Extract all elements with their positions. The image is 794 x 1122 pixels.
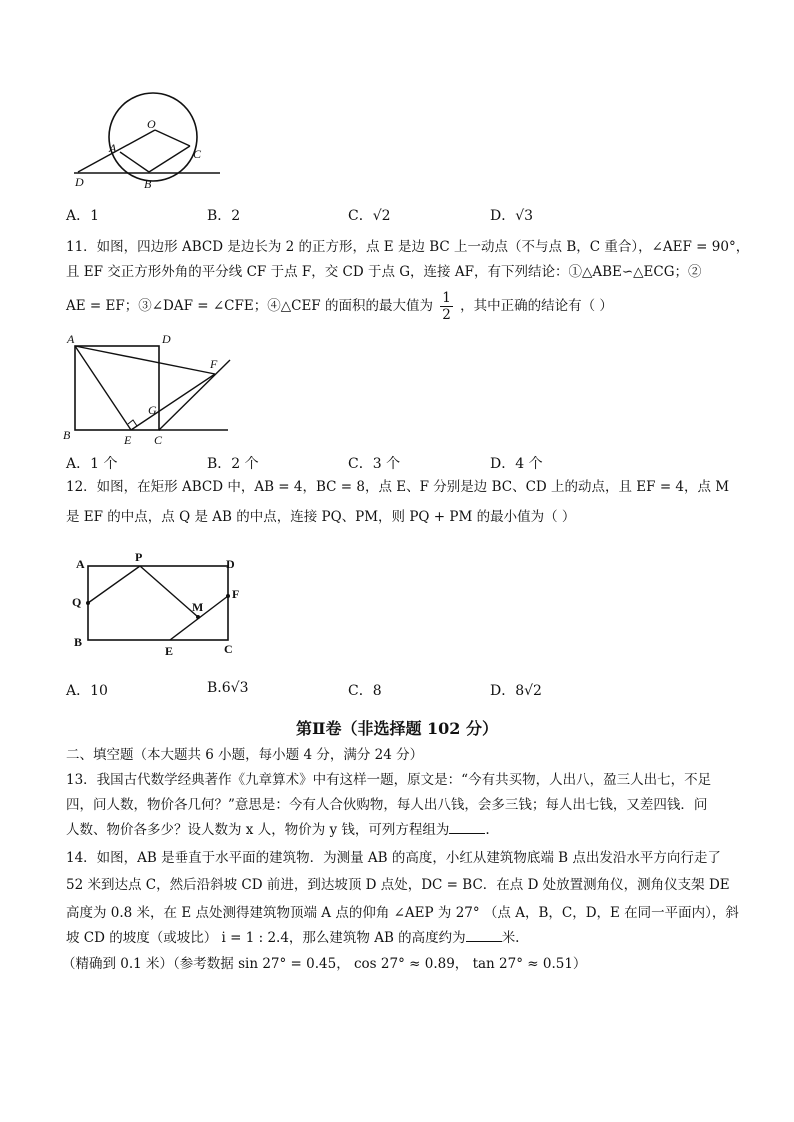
q12-label-B: B: [74, 635, 83, 649]
q12-option-a: A．10: [66, 683, 108, 699]
q12-label-C: C: [224, 642, 233, 656]
q11-label-G: G: [148, 403, 157, 417]
q11-option-d: D．4 个: [490, 456, 543, 472]
q12-segment-PM: [140, 566, 198, 617]
q12-rectangle: [88, 566, 228, 640]
q13-answer-blank[interactable]: [449, 821, 485, 834]
q10-option-c: C．√2: [348, 208, 391, 224]
q11-fraction: [440, 290, 453, 323]
q10-option-a: A．1: [66, 208, 100, 224]
q14-line-4-pre: 坡 CD 的坡度（或坡比） i = 1 : 2.4，那么建筑物 AB 的高度约为: [66, 930, 466, 946]
q11-label-A: A: [67, 332, 75, 346]
q11-line-1: 11．如图，四边形 ABCD 是边长为 2 的正方形，点 E 是边 BC 上一动点（不与点 B，C 重合），∠AEF = 90°，: [66, 239, 750, 255]
q12-label-A: A: [76, 557, 85, 571]
q12-option-c: C．8: [348, 683, 382, 699]
q13-line-3: [66, 821, 490, 839]
q11-segment-EF: [131, 374, 215, 430]
section2-header: 二、填空题（本大题共 6 小题，每小题 4 分，满分 24 分）: [66, 747, 424, 763]
q13-line-3-post: .: [485, 822, 490, 838]
q12-line-2: 是 EF 的中点，点 Q 是 AB 的中点，连接 PQ、PM，则 PQ + PM 的最小值为（ ）: [66, 509, 576, 525]
q12-label-Q: Q: [72, 595, 82, 609]
q11-line-3-pre: AE = EF；③∠DAF = ∠CFE；④△CEF 的面积的最大值为: [66, 298, 433, 314]
q10-label-O: O: [147, 117, 156, 131]
q10-segment-OC: [155, 130, 190, 146]
q14-line-4: [66, 929, 519, 947]
q14-answer-blank[interactable]: [466, 929, 502, 942]
q11-segment-AE: [75, 346, 131, 430]
q13-line-3-pre: 人数、物价各多少？设人数为 x 人，物价为 y 钱，可列方程组为: [66, 822, 450, 838]
q11-square: [75, 346, 159, 430]
q11-figure: [60, 330, 240, 448]
q14-line-3: 高度为 0.8 米，在 E 点处测得建筑物顶端 A 点的仰角 ∠AEP 为 27° （点 A，B，C，D，E 在同一平面内），斜: [66, 905, 739, 921]
q11-line-3-post: ，其中正确的结论有（ ）: [460, 298, 613, 314]
q12-label-P: P: [135, 550, 143, 564]
q12-label-M: M: [192, 600, 204, 614]
q13-line-1: 13．我国古代数学经典著作《九章算术》中有这样一题，原文是：“今有共买物，人出八，盈三人出七，不足: [66, 772, 712, 788]
q14-line-5: （精确到 0.1 米）（参考数据 sin 27° = 0.45， cos 27° ≈ 0.89， tan 27° ≈ 0.51）: [62, 956, 587, 972]
q11-fraction-num: 1: [442, 290, 451, 306]
q11-fraction-den: 2: [442, 307, 451, 323]
q12-figure: [66, 548, 246, 660]
q11-label-E: E: [124, 433, 132, 447]
q12-label-E: E: [165, 644, 174, 658]
q10-circle: [109, 93, 197, 181]
q12-point-M: [196, 615, 200, 619]
q12-segment-QP: [88, 566, 140, 603]
q13-line-2: 四，问人数，物价各几何？”意思是：今有人合伙购物，每人出八钱，会多三钱；每人出七钱，又差四钱．问: [66, 797, 708, 813]
q12-label-F: F: [232, 587, 240, 601]
q11-label-C: C: [154, 433, 163, 447]
part2-title: 第Ⅱ卷（非选择题 102 分）: [295, 719, 499, 738]
q10-figure: [62, 88, 232, 188]
q14-line-1: 14．如图，AB 是垂直于水平面的建筑物．为测量 AB 的高度，小红从建筑物底端 B 点出发沿水平方向行走了: [66, 850, 721, 866]
q10-label-A: A: [109, 141, 117, 155]
q12-label-D: D: [226, 557, 235, 571]
q10-label-D: D: [75, 175, 84, 188]
q11-label-F: F: [210, 357, 218, 371]
q11-label-D: D: [162, 332, 171, 346]
q12-point-F: [226, 594, 230, 598]
q11-option-a: A．1 个: [66, 456, 118, 472]
q12-point-Q: [86, 601, 90, 605]
q10-label-C: C: [193, 147, 202, 161]
q12-option-d: D．8√2: [490, 683, 542, 699]
q11-option-c: C．3 个: [348, 456, 401, 472]
q10-secant-line: [78, 130, 155, 172]
q14-line-4-post: 米.: [501, 930, 520, 946]
q11-line-3: [66, 290, 613, 330]
q10-label-B: B: [144, 177, 152, 188]
q10-segment-AB: [120, 152, 149, 172]
q12-line-1: 12．如图，在矩形 ABCD 中，AB = 4，BC = 8，点 E、F 分别是边 BC、CD 上的动点，且 EF = 4，点 M: [66, 479, 730, 495]
q10-option-b: B．2: [207, 208, 241, 224]
q11-label-B: B: [63, 428, 71, 442]
q11-option-b: B．2 个: [207, 456, 259, 472]
q11-right-angle-mark: [128, 420, 137, 426]
q12-option-b: B.6√3: [207, 680, 249, 696]
q14-line-2: 52 米到达点 C，然后沿斜坡 CD 前进，到达坡顶 D 点处，DC = BC．在点 D 处放置测角仪，测角仪支架 DE: [66, 877, 730, 893]
q11-line-2: 且 EF 交正方形外角的平分线 CF 于点 F，交 CD 于点 G，连接 AF，有下列结论：①△ABE∽△ECG；②: [66, 264, 702, 280]
q11-segment-AF: [75, 346, 215, 374]
q10-option-d: D．√3: [490, 208, 534, 224]
